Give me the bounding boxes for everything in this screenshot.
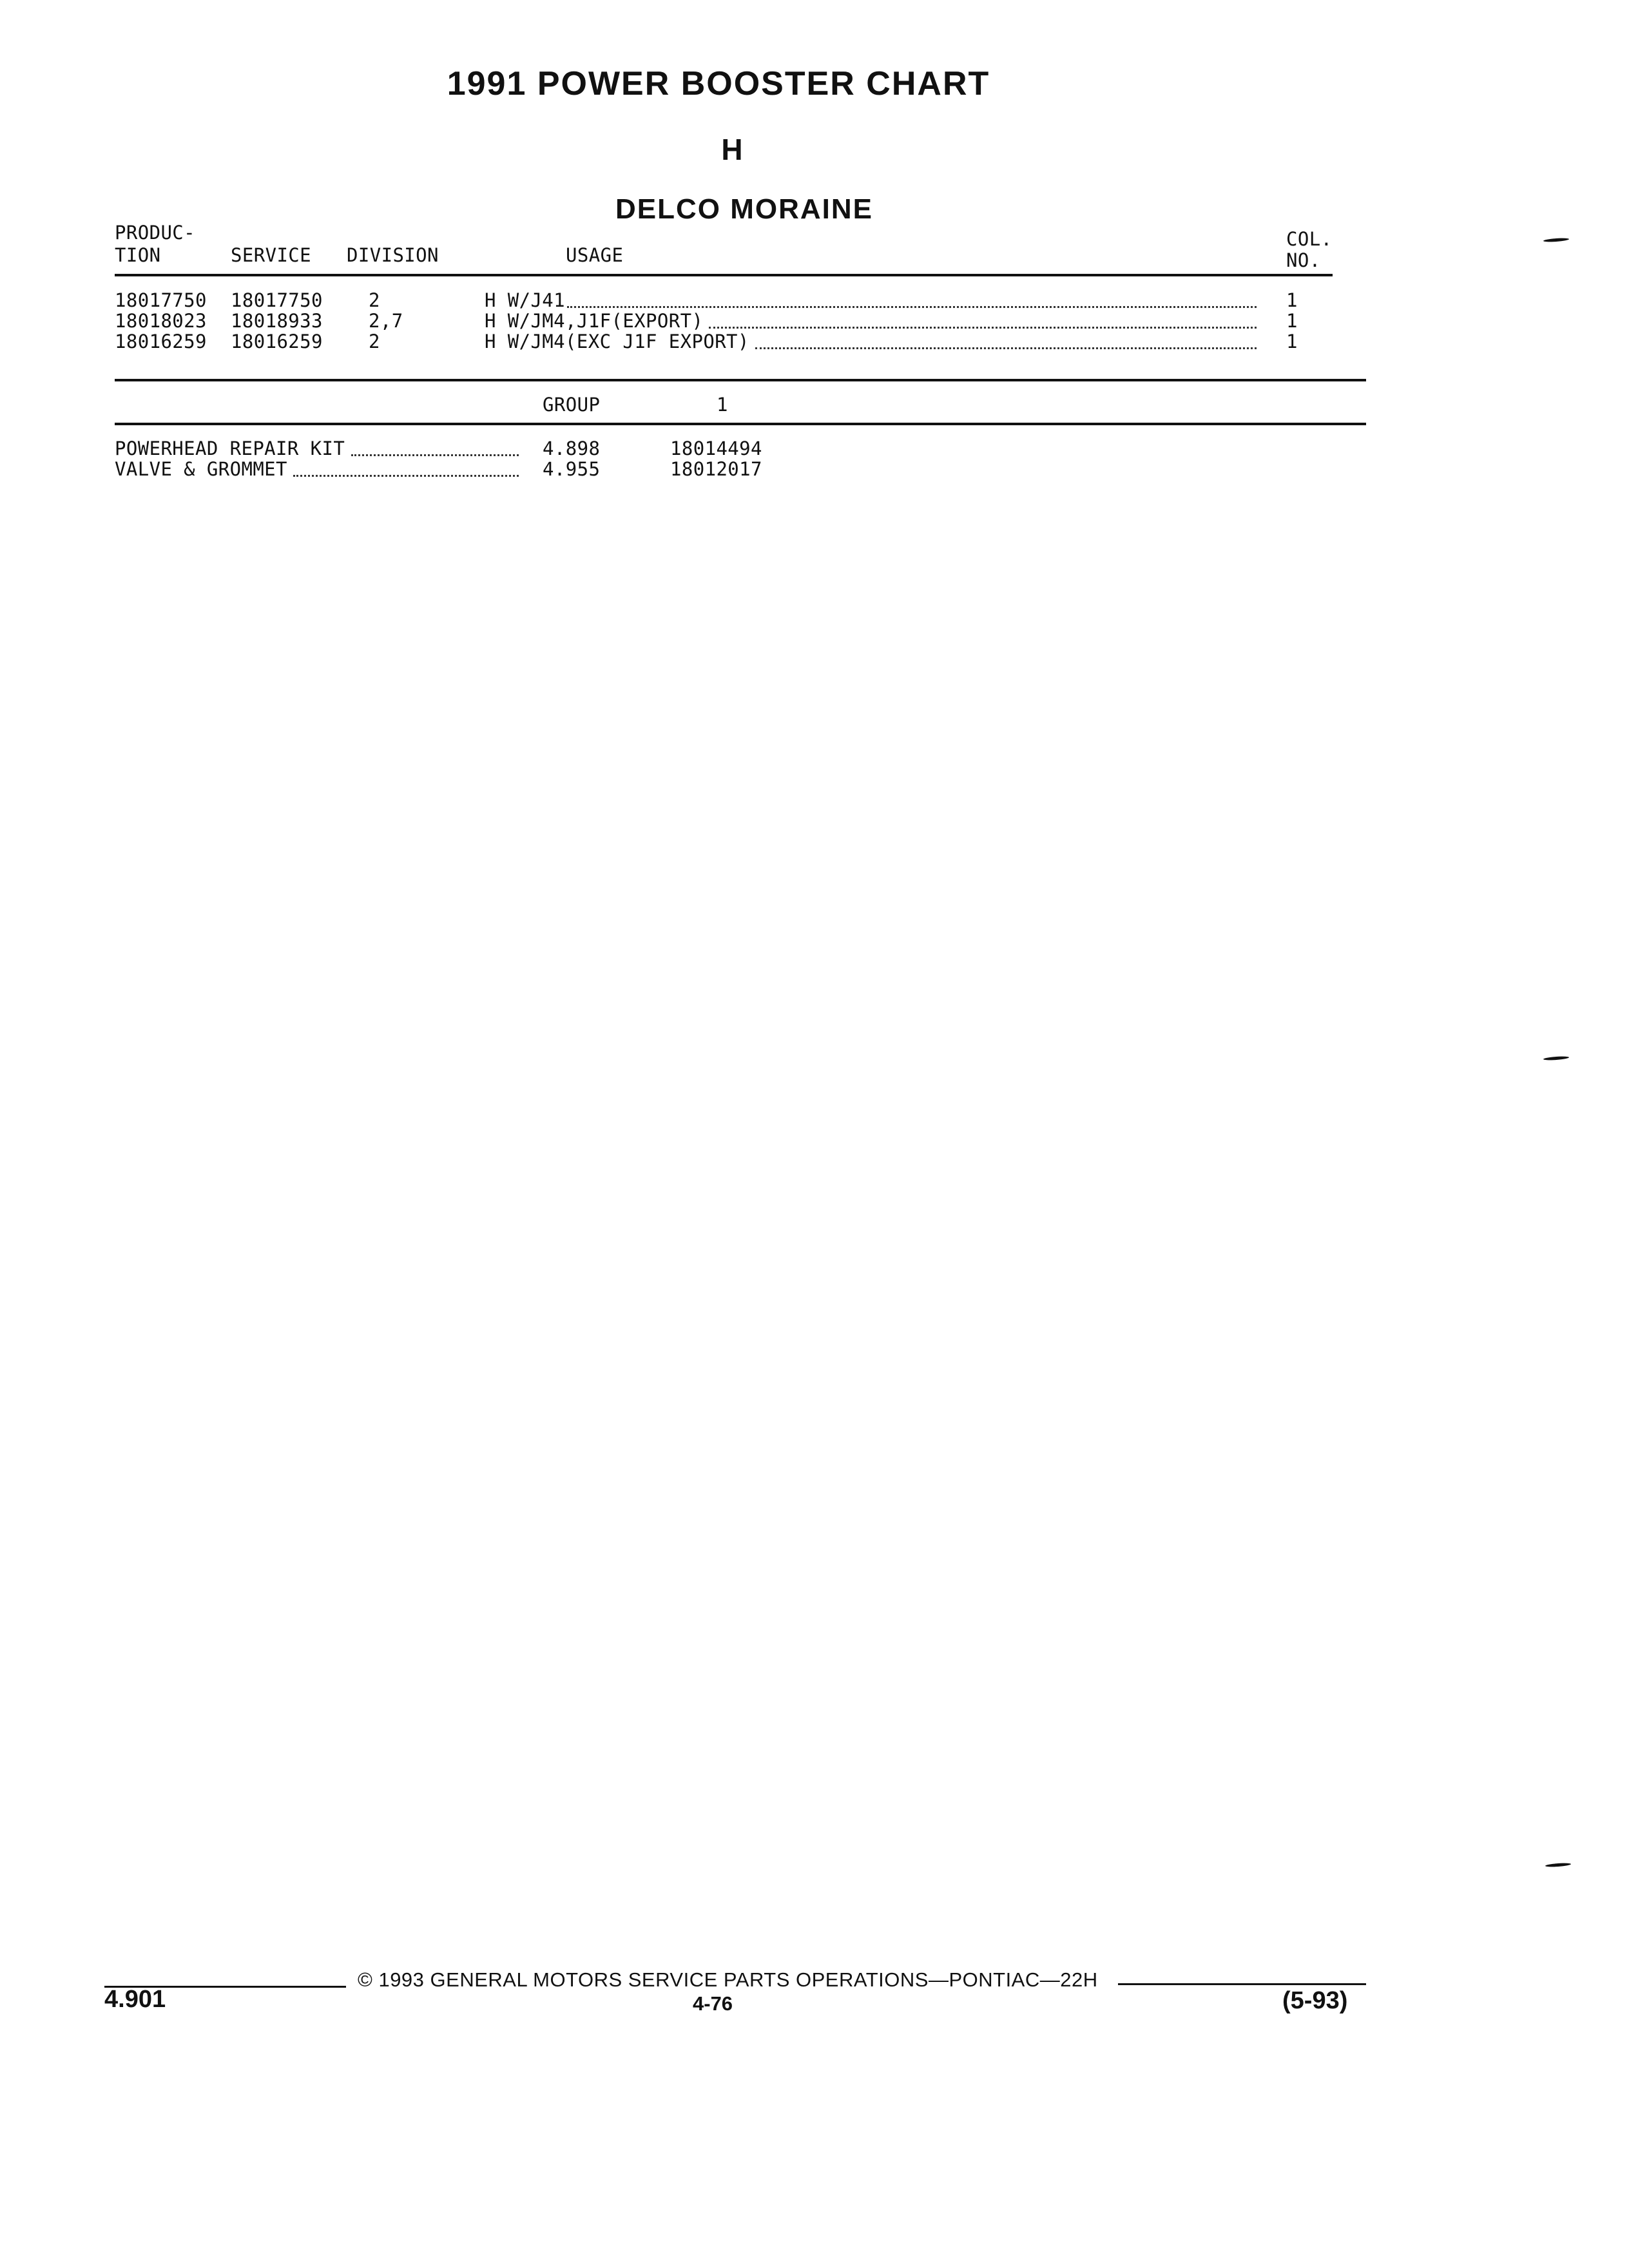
part-name: VALVE & GROMMET — [115, 458, 287, 480]
division: 2 — [369, 331, 380, 352]
margin-mark — [1543, 1056, 1569, 1061]
leader-dots — [293, 475, 519, 477]
page-number: 4-76 — [693, 1992, 733, 2015]
col-number: 1 — [1286, 331, 1298, 352]
col-header-service: SERVICE — [231, 244, 312, 266]
service-number: 18018933 — [231, 310, 323, 332]
col-header-production-line2: TION — [115, 244, 161, 266]
col-number: 1 — [1286, 289, 1298, 311]
revision-date: (5-93) — [1282, 1987, 1348, 2014]
division: 2 — [369, 289, 380, 311]
group-bottom-rule — [115, 423, 1366, 425]
service-number: 18017750 — [231, 289, 323, 311]
leader-dots — [755, 347, 1257, 349]
header-rule — [115, 274, 1333, 276]
group-label: GROUP — [543, 394, 601, 416]
margin-mark — [1543, 238, 1569, 243]
group-value: 1 — [717, 394, 728, 416]
col-header-usage: USAGE — [566, 244, 624, 266]
leader-dots — [351, 454, 519, 456]
col-header-colno-line2: NO. — [1286, 249, 1321, 271]
manufacturer-heading: DELCO MORAINE — [615, 193, 873, 225]
group-number: 4.955 — [543, 458, 601, 480]
section-number: 4.901 — [104, 1986, 166, 2013]
production-number: 18017750 — [115, 289, 207, 311]
footer-copyright: © 1993 GENERAL MOTORS SERVICE PARTS OPERATIONS—PONTIAC—22H — [358, 1968, 1098, 1991]
service-number: 18016259 — [231, 331, 323, 352]
col-header-production-line1: PRODUC- — [115, 222, 196, 244]
part-name: POWERHEAD REPAIR KIT — [115, 437, 345, 459]
usage: H W/JM4(EXC J1F EXPORT) — [485, 331, 749, 352]
group-number: 4.898 — [543, 437, 601, 459]
usage: H W/JM4,J1F(EXPORT) — [485, 310, 704, 332]
leader-dots — [567, 306, 1257, 308]
part-number: 18012017 — [670, 458, 762, 480]
division: 2,7 — [369, 310, 403, 332]
production-number: 18016259 — [115, 331, 207, 352]
footer-rule-right — [1118, 1983, 1366, 1985]
production-number: 18018023 — [115, 310, 207, 332]
margin-mark — [1545, 1863, 1571, 1868]
usage: H W/J41 — [485, 289, 566, 311]
col-header-colno-line1: COL. — [1286, 228, 1333, 250]
part-number: 18014494 — [670, 437, 762, 459]
page-title: 1991 POWER BOOSTER CHART — [447, 65, 990, 102]
series-heading: H — [721, 133, 743, 166]
col-number: 1 — [1286, 310, 1298, 332]
group-top-rule — [115, 379, 1366, 381]
col-header-division: DIVISION — [347, 244, 439, 266]
leader-dots — [709, 327, 1257, 329]
